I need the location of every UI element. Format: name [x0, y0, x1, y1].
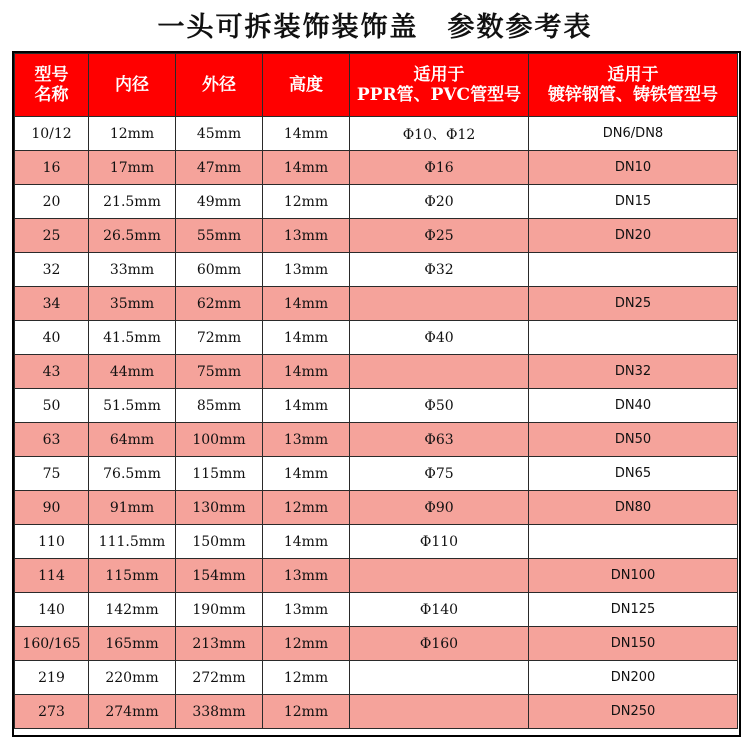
cell-height: 14mm [263, 287, 350, 321]
header-height: 高度 [263, 54, 350, 117]
table-row [15, 219, 738, 253]
cell-height: 12mm [263, 185, 350, 219]
cell-inner: 17mm [89, 151, 176, 185]
cell-outer: 47mm [176, 151, 263, 185]
cell-outer: 75mm [176, 355, 263, 389]
table-row [15, 491, 738, 525]
cell-outer: 272mm [176, 661, 263, 695]
cell-height: 12mm [263, 491, 350, 525]
cell-outer: 190mm [176, 593, 263, 627]
cell-model: 110 [15, 525, 89, 559]
cell-model: 160/165 [15, 627, 89, 661]
cell-height: 13mm [263, 423, 350, 457]
cell-outer: 150mm [176, 525, 263, 559]
cell-model: 273 [15, 695, 89, 729]
cell-ppr: Φ16 [350, 151, 529, 185]
page-title: 一头可拆装饰装饰盖 参数参考表 [157, 12, 593, 43]
cell-inner: 35mm [89, 287, 176, 321]
cell-ppr: Φ50 [350, 389, 529, 423]
cell-inner: 76.5mm [89, 457, 176, 491]
cell-height: 14mm [263, 457, 350, 491]
cell-ppr: Φ25 [350, 219, 529, 253]
cell-ppr: Φ90 [350, 491, 529, 525]
cell-outer: 62mm [176, 287, 263, 321]
cell-ppr: Φ10、Φ12 [350, 117, 529, 151]
cell-inner: 64mm [89, 423, 176, 457]
cell-inner: 165mm [89, 627, 176, 661]
cell-inner: 51.5mm [89, 389, 176, 423]
cell-steel: DN25 [529, 287, 738, 321]
table-row [15, 253, 738, 287]
cell-outer: 130mm [176, 491, 263, 525]
cell-steel: DN65 [529, 457, 738, 491]
cell-steel: DN10 [529, 151, 738, 185]
table-row [15, 185, 738, 219]
header-ppr-line1: 适用于 [413, 65, 465, 85]
cell-height: 12mm [263, 627, 350, 661]
header-steel-iron [529, 54, 738, 117]
cell-ppr [350, 287, 529, 321]
cell-model: 40 [15, 321, 89, 355]
table-row [15, 151, 738, 185]
table-row [15, 525, 738, 559]
cell-model: 34 [15, 287, 89, 321]
cell-inner: 41.5mm [89, 321, 176, 355]
header-ppr-line2: PPR管、PVC管型号 [356, 85, 522, 105]
table-row [15, 321, 738, 355]
cell-model: 20 [15, 185, 89, 219]
cell-steel: DN6/DN8 [529, 117, 738, 151]
cell-outer: 100mm [176, 423, 263, 457]
cell-height: 12mm [263, 661, 350, 695]
cell-inner: 33mm [89, 253, 176, 287]
cell-model: 50 [15, 389, 89, 423]
header-inner-diameter: 内径 [89, 54, 176, 117]
table-row [15, 389, 738, 423]
cell-ppr: Φ140 [350, 593, 529, 627]
table-row [15, 593, 738, 627]
cell-outer: 154mm [176, 559, 263, 593]
cell-inner: 26.5mm [89, 219, 176, 253]
table-row [15, 457, 738, 491]
cell-outer: 55mm [176, 219, 263, 253]
cell-ppr: Φ63 [350, 423, 529, 457]
cell-inner: 274mm [89, 695, 176, 729]
parameter-table [14, 53, 738, 729]
cell-model: 25 [15, 219, 89, 253]
table-row [15, 559, 738, 593]
cell-model: 90 [15, 491, 89, 525]
table-row [15, 287, 738, 321]
cell-ppr [350, 695, 529, 729]
table-header-row [15, 54, 738, 117]
cell-outer: 213mm [176, 627, 263, 661]
cell-inner: 12mm [89, 117, 176, 151]
table-row [15, 661, 738, 695]
cell-height: 14mm [263, 117, 350, 151]
cell-outer: 338mm [176, 695, 263, 729]
cell-model: 219 [15, 661, 89, 695]
table-row [15, 627, 738, 661]
cell-ppr: Φ40 [350, 321, 529, 355]
cell-inner: 21.5mm [89, 185, 176, 219]
cell-ppr [350, 559, 529, 593]
cell-steel: DN32 [529, 355, 738, 389]
cell-ppr [350, 661, 529, 695]
cell-steel: DN20 [529, 219, 738, 253]
header-outer-diameter: 外径 [176, 54, 263, 117]
table-row [15, 423, 738, 457]
cell-outer: 85mm [176, 389, 263, 423]
cell-steel [529, 253, 738, 287]
cell-inner: 142mm [89, 593, 176, 627]
cell-height: 14mm [263, 355, 350, 389]
header-model-line2: 名称 [34, 85, 69, 105]
cell-ppr: Φ32 [350, 253, 529, 287]
cell-inner: 44mm [89, 355, 176, 389]
cell-model: 32 [15, 253, 89, 287]
table-row [15, 117, 738, 151]
cell-ppr [350, 355, 529, 389]
cell-height: 13mm [263, 253, 350, 287]
cell-ppr: Φ20 [350, 185, 529, 219]
cell-steel: DN125 [529, 593, 738, 627]
cell-steel: DN200 [529, 661, 738, 695]
header-ppr-pvc [350, 54, 529, 117]
cell-model: 16 [15, 151, 89, 185]
cell-inner: 91mm [89, 491, 176, 525]
cell-steel: DN100 [529, 559, 738, 593]
cell-height: 13mm [263, 559, 350, 593]
cell-ppr: Φ160 [350, 627, 529, 661]
cell-outer: 45mm [176, 117, 263, 151]
table-row [15, 695, 738, 729]
cell-model: 63 [15, 423, 89, 457]
cell-inner: 111.5mm [89, 525, 176, 559]
header-steel-line2: 镀锌钢管、铸铁管型号 [548, 85, 718, 105]
cell-outer: 60mm [176, 253, 263, 287]
cell-steel: DN250 [529, 695, 738, 729]
cell-outer: 115mm [176, 457, 263, 491]
cell-steel: DN150 [529, 627, 738, 661]
cell-model: 75 [15, 457, 89, 491]
cell-outer: 49mm [176, 185, 263, 219]
cell-model: 140 [15, 593, 89, 627]
cell-inner: 220mm [89, 661, 176, 695]
cell-ppr: Φ75 [350, 457, 529, 491]
cell-height: 14mm [263, 389, 350, 423]
cell-outer: 72mm [176, 321, 263, 355]
cell-ppr: Φ110 [350, 525, 529, 559]
header-model-line1: 型号 [34, 65, 69, 85]
table-row [15, 355, 738, 389]
cell-steel: DN15 [529, 185, 738, 219]
cell-steel: DN40 [529, 389, 738, 423]
header-model [15, 54, 89, 117]
cell-steel: DN80 [529, 491, 738, 525]
cell-height: 12mm [263, 695, 350, 729]
header-steel-line1: 适用于 [607, 65, 659, 85]
cell-height: 14mm [263, 321, 350, 355]
cell-steel: DN50 [529, 423, 738, 457]
cell-height: 13mm [263, 593, 350, 627]
cell-steel [529, 525, 738, 559]
cell-model: 43 [15, 355, 89, 389]
cell-height: 13mm [263, 219, 350, 253]
cell-height: 14mm [263, 151, 350, 185]
cell-model: 114 [15, 559, 89, 593]
cell-steel [529, 321, 738, 355]
cell-model: 10/12 [15, 117, 89, 151]
cell-inner: 115mm [89, 559, 176, 593]
cell-height: 14mm [263, 525, 350, 559]
